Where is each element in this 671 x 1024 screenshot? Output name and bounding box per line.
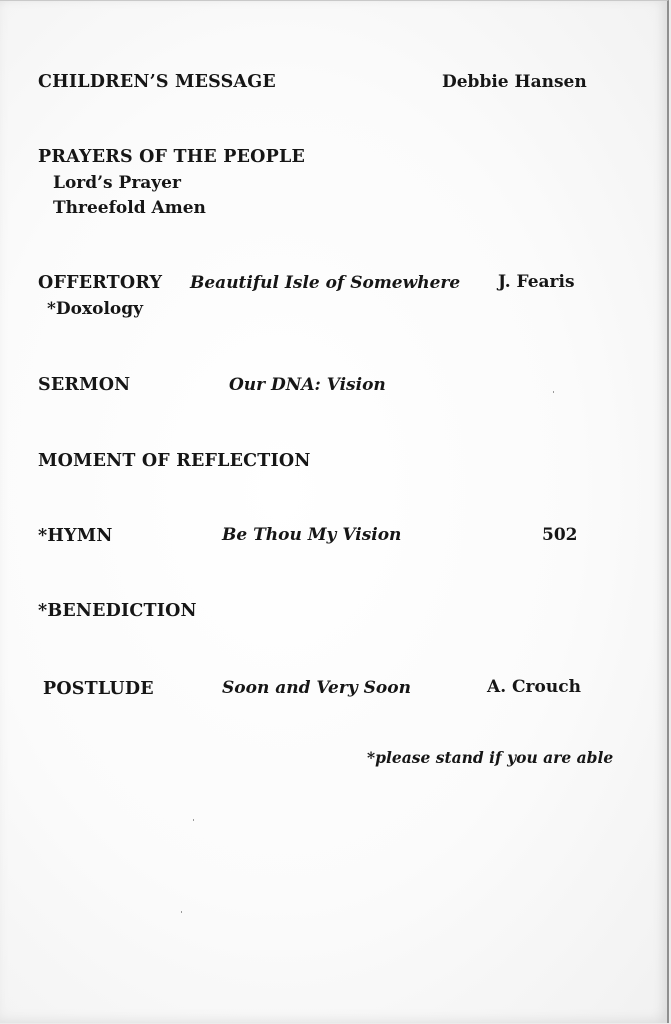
sermon-title: Our DNA: Vision [229, 375, 386, 395]
offertory-piece: Beautiful Isle of Somewhere [190, 273, 461, 293]
offertory-heading: OFFERTORY [38, 273, 163, 293]
doxology: *Doxology [47, 299, 144, 319]
hymn-number: 502 [542, 525, 578, 545]
postlude-heading: POSTLUDE [43, 679, 154, 699]
prayers-heading: PRAYERS OF THE PEOPLE [38, 147, 306, 167]
prayers-item-threefold-amen: Threefold Amen [53, 198, 206, 218]
childrens-message-leader: Debbie Hansen [442, 72, 587, 92]
stand-footnote: *please stand if you are able [367, 748, 614, 767]
paper-speck [193, 819, 194, 821]
postlude-piece: Soon and Very Soon [222, 678, 411, 698]
childrens-message-heading: CHILDREN’S MESSAGE [38, 72, 276, 92]
hymn-heading: *HYMN [38, 526, 113, 546]
sermon-heading: SERMON [38, 375, 131, 395]
reflection-heading: MOMENT OF REFLECTION [38, 451, 311, 471]
hymn-title: Be Thou My Vision [222, 525, 402, 545]
paper-speck [553, 391, 554, 393]
paper-speck [181, 911, 182, 913]
offertory-composer: J. Fearis [498, 272, 575, 292]
postlude-composer: A. Crouch [487, 677, 581, 697]
prayers-item-lords-prayer: Lord’s Prayer [53, 173, 181, 193]
benediction-heading: *BENEDICTION [38, 601, 197, 621]
